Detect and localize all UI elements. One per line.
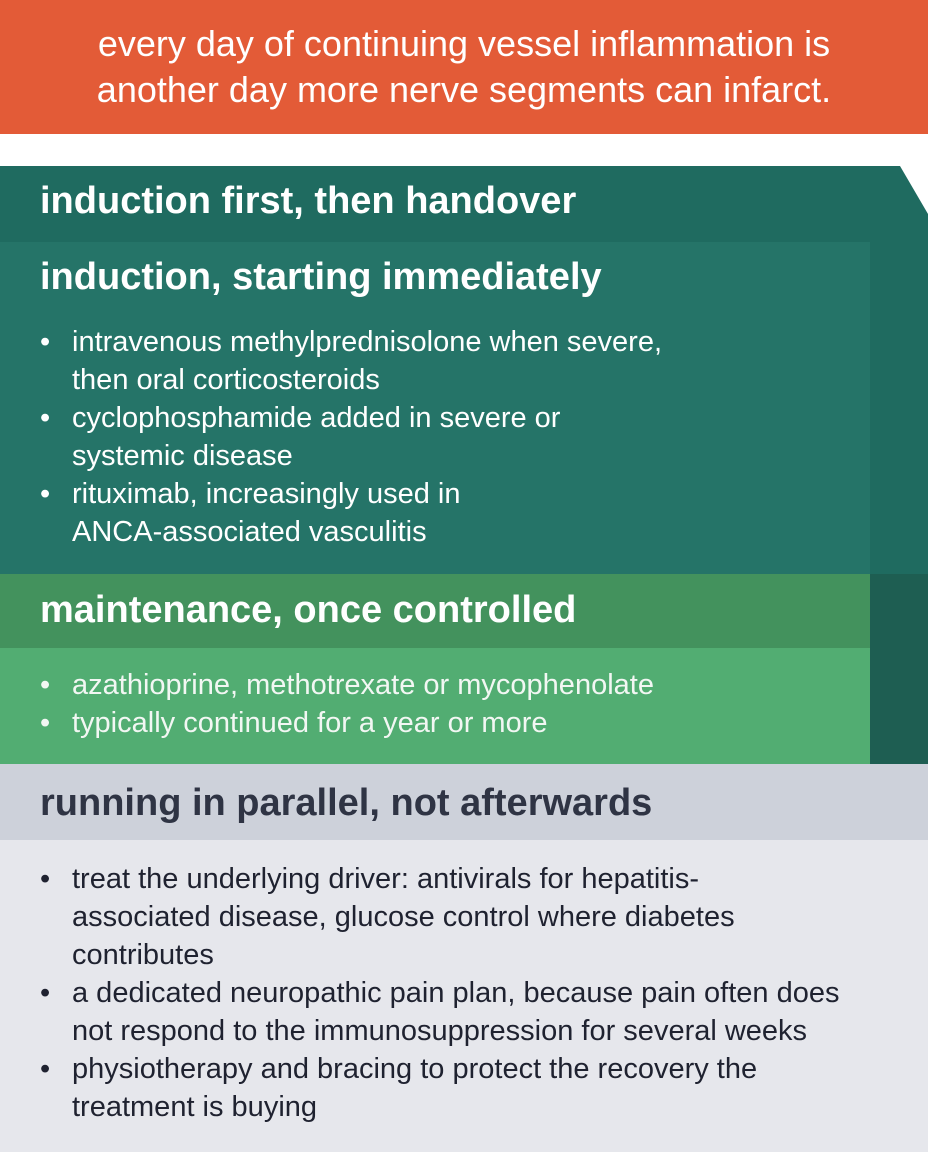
maintenance-side-shade bbox=[870, 574, 928, 764]
list-item bbox=[40, 666, 840, 704]
bullet-icon: • bbox=[40, 326, 51, 358]
banner-line-1: every day of continuing vessel inflammation is bbox=[97, 23, 831, 64]
list-item bbox=[40, 860, 910, 974]
list-item-line: associated disease, glucose control where diabetes bbox=[72, 901, 735, 933]
bullet-icon: • bbox=[40, 863, 51, 895]
list-item bbox=[40, 704, 840, 742]
list-item-line: treatment is buying bbox=[72, 1091, 318, 1123]
bullet-icon: • bbox=[40, 1053, 51, 1085]
list-item bbox=[40, 399, 840, 475]
list-item-line: ANCA-associated vasculitis bbox=[72, 516, 427, 548]
bullet-icon: • bbox=[40, 669, 51, 701]
list-item-line: systemic disease bbox=[72, 440, 293, 472]
list-item bbox=[40, 475, 840, 551]
induction-section-title: induction first, then handover bbox=[40, 180, 577, 222]
banner-line-2: another day more nerve segments can infarct. bbox=[96, 69, 832, 110]
parallel-title: running in parallel, not afterwards bbox=[40, 782, 653, 824]
list-item-line: a dedicated neuropathic pain plan, because pain often does bbox=[72, 977, 840, 1009]
list-item-line: physiotherapy and bracing to protect the recovery the bbox=[72, 1053, 758, 1085]
parallel-list bbox=[40, 860, 910, 1126]
list-item-line: azathioprine, methotrexate or mycophenolate bbox=[72, 669, 654, 701]
bullet-icon: • bbox=[40, 977, 51, 1009]
list-item-line: not respond to the immunosuppression for several weeks bbox=[72, 1015, 808, 1047]
bullet-icon: • bbox=[40, 707, 51, 739]
maintenance-list bbox=[40, 666, 840, 742]
list-item-line: treat the underlying driver: antivirals for hepatitis- bbox=[72, 863, 700, 895]
list-item-line: typically continued for a year or more bbox=[72, 707, 548, 739]
list-item bbox=[40, 323, 840, 399]
list-item bbox=[40, 1050, 910, 1126]
induction-list bbox=[40, 323, 840, 551]
list-item-line: intravenous methylprednisolone when severe, bbox=[72, 326, 663, 358]
maintenance-title: maintenance, once controlled bbox=[40, 589, 577, 631]
warning-banner bbox=[0, 0, 928, 134]
list-item bbox=[40, 974, 910, 1050]
list-item-line: rituximab, increasingly used in bbox=[72, 478, 461, 510]
list-item-line: contributes bbox=[72, 939, 214, 971]
bullet-icon: • bbox=[40, 402, 51, 434]
induction-panel-title: induction, starting immediately bbox=[40, 256, 602, 298]
list-item-line: cyclophosphamide added in severe or bbox=[72, 402, 561, 434]
bullet-icon: • bbox=[40, 478, 51, 510]
list-item-line: then oral corticosteroids bbox=[72, 364, 380, 396]
